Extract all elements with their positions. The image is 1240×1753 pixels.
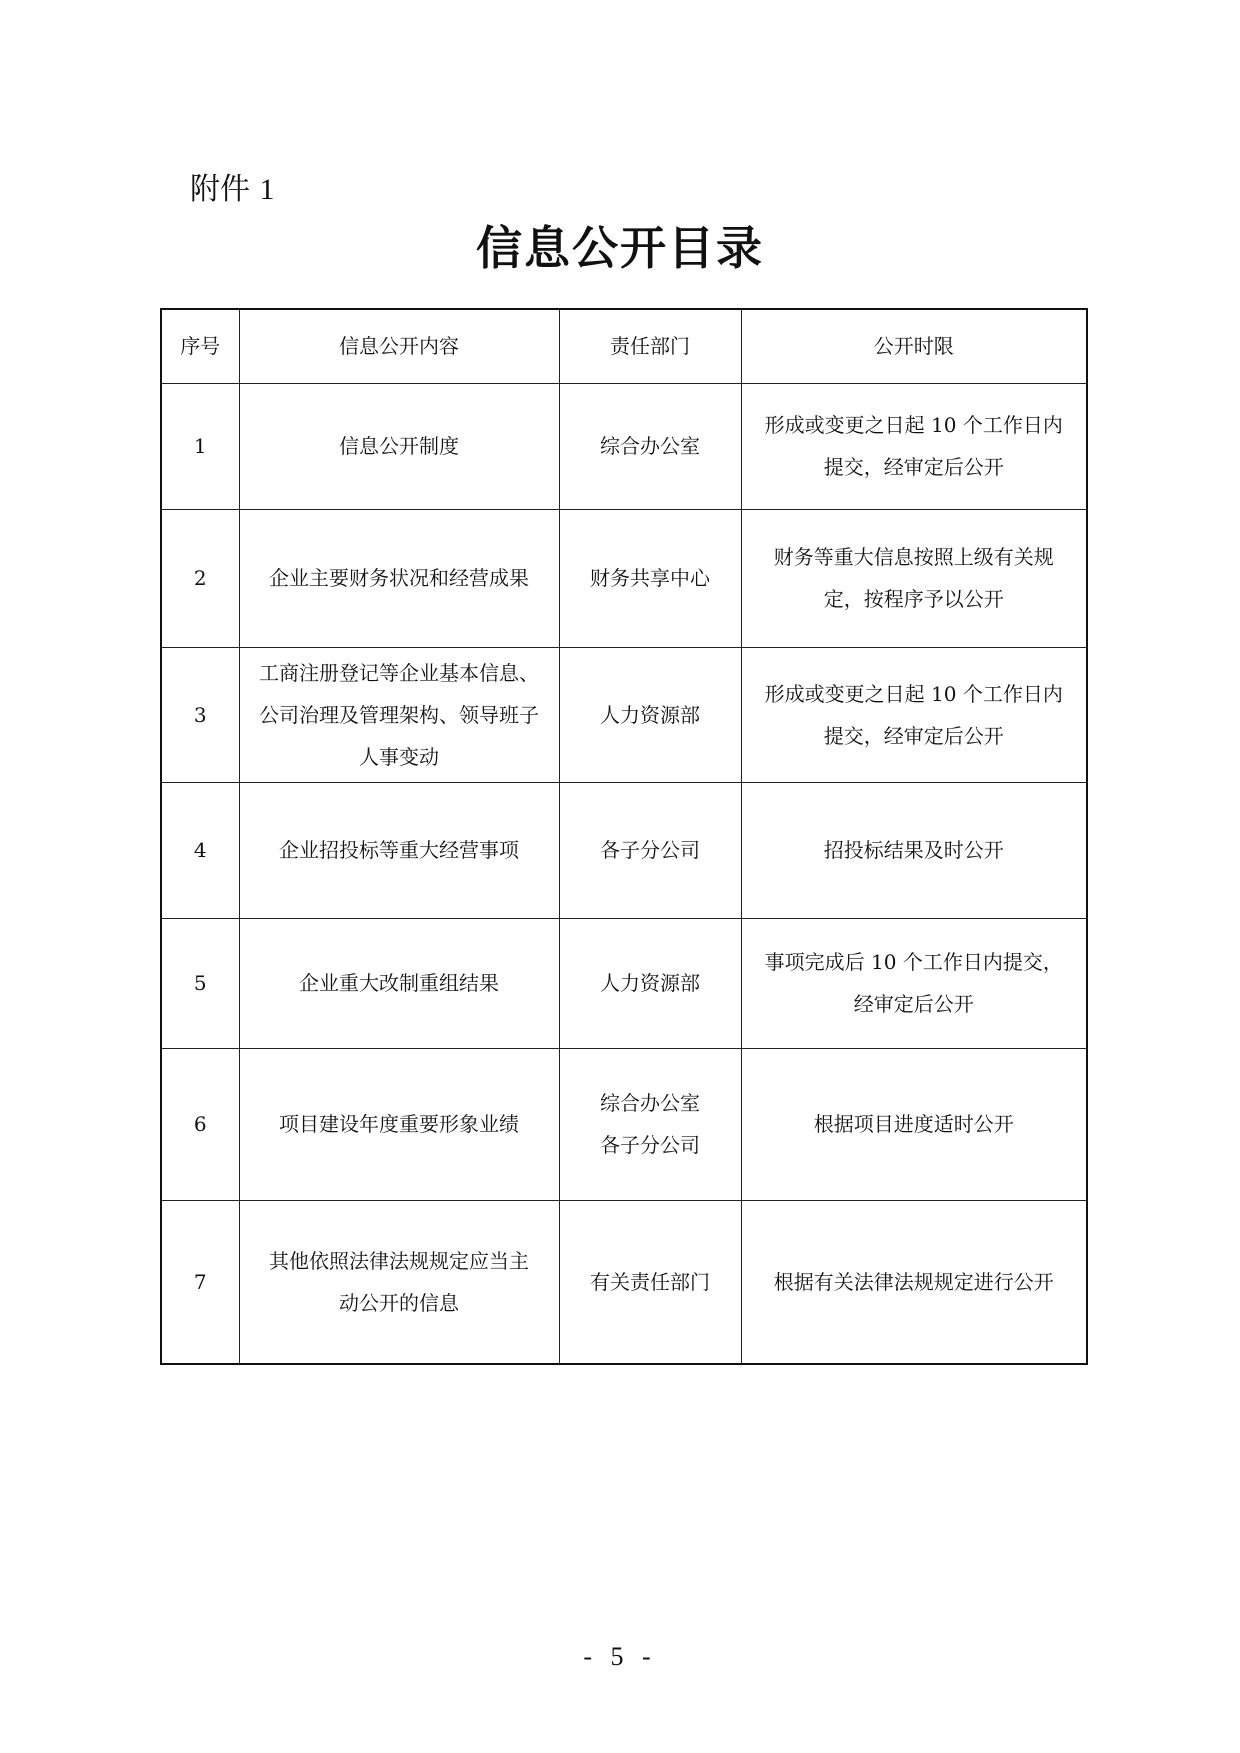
page-number: - 5 - <box>583 1642 657 1671</box>
cell-limit <box>741 509 1087 647</box>
cell-limit <box>741 647 1087 782</box>
cell-dept-line: 各子分公司 <box>600 838 700 862</box>
cell-no: 1 <box>161 383 239 509</box>
document-title: 信息公开目录 <box>476 221 764 275</box>
table-row <box>161 509 1087 647</box>
cell-no: 6 <box>161 1048 239 1200</box>
cell-content-line: 企业招投标等重大经营事项 <box>279 838 519 862</box>
cell-content <box>239 647 559 782</box>
cell-content-line: 公司治理及管理架构、领导班子 <box>259 702 539 727</box>
table-row <box>161 383 1087 509</box>
cell-dept <box>559 647 741 782</box>
cell-dept <box>559 1200 741 1364</box>
cell-dept-line: 综合办公室 <box>600 434 700 458</box>
attachment-label <box>190 170 275 210</box>
column-header-dept: 责任部门 <box>559 309 741 383</box>
cell-limit-line: 提交，经审定后公开 <box>823 723 1004 748</box>
cell-content-line: 其他依照法律法规规定应当主 <box>269 1248 529 1273</box>
cell-limit-line: 形成或变更之日起 10 个工作日内 <box>764 681 1063 706</box>
table-header-row <box>161 309 1087 383</box>
attachment-number: 1 <box>259 173 275 206</box>
table-row <box>161 647 1087 782</box>
cell-no: 4 <box>161 782 239 918</box>
table-row <box>161 1048 1087 1200</box>
column-header-no: 序号 <box>161 309 239 383</box>
column-header-limit: 公开时限 <box>741 309 1087 383</box>
cell-content-line: 信息公开制度 <box>339 434 459 458</box>
table-row <box>161 782 1087 918</box>
column-header-content: 信息公开内容 <box>239 309 559 383</box>
cell-limit <box>741 383 1087 509</box>
cell-limit <box>741 1200 1087 1364</box>
cell-dept-line: 财务共享中心 <box>590 566 710 590</box>
cell-content <box>239 383 559 509</box>
cell-limit <box>741 782 1087 918</box>
cell-content <box>239 1048 559 1200</box>
table-row <box>161 1200 1087 1364</box>
cell-content <box>239 1200 559 1364</box>
cell-content-line: 动公开的信息 <box>339 1290 459 1315</box>
cell-limit <box>741 918 1087 1048</box>
cell-no: 3 <box>161 647 239 782</box>
cell-no: 2 <box>161 509 239 647</box>
attachment-prefix: 附件 <box>190 172 250 207</box>
cell-limit-line: 定，按程序予以公开 <box>823 587 1004 611</box>
cell-limit-line: 经审定后公开 <box>853 992 974 1016</box>
cell-dept-line: 综合办公室 <box>600 1091 700 1115</box>
cell-dept-line: 人力资源部 <box>600 971 700 995</box>
cell-limit-line: 根据有关法律法规规定进行公开 <box>773 1269 1054 1294</box>
cell-dept <box>559 1048 741 1200</box>
cell-content-line: 工商注册登记等企业基本信息、 <box>259 660 539 685</box>
cell-content-line: 企业重大改制重组结果 <box>299 971 499 995</box>
cell-content <box>239 918 559 1048</box>
cell-limit <box>741 1048 1087 1200</box>
cell-dept-line: 各子分公司 <box>600 1133 700 1157</box>
cell-no: 7 <box>161 1200 239 1364</box>
cell-dept <box>559 383 741 509</box>
cell-limit-line: 根据项目进度适时公开 <box>813 1112 1014 1136</box>
cell-content <box>239 509 559 647</box>
cell-dept-line: 人力资源部 <box>600 702 700 727</box>
cell-content <box>239 782 559 918</box>
cell-dept-line: 有关责任部门 <box>590 1269 710 1294</box>
table-body <box>161 383 1087 1364</box>
cell-content-line: 企业主要财务状况和经营成果 <box>269 566 529 590</box>
table-row <box>161 918 1087 1048</box>
cell-limit-line: 财务等重大信息按照上级有关规 <box>773 545 1054 569</box>
cell-limit-line: 招投标结果及时公开 <box>823 838 1004 862</box>
cell-limit-line: 提交，经审定后公开 <box>823 455 1004 479</box>
cell-limit-line: 事项完成后 10 个工作日内提交， <box>764 950 1063 974</box>
cell-content-line: 项目建设年度重要形象业绩 <box>279 1112 519 1136</box>
cell-content-line: 人事变动 <box>359 744 439 769</box>
info-catalog-table <box>160 308 1088 1365</box>
cell-no: 5 <box>161 918 239 1048</box>
cell-dept <box>559 782 741 918</box>
cell-dept <box>559 509 741 647</box>
cell-dept <box>559 918 741 1048</box>
cell-limit-line: 形成或变更之日起 10 个工作日内 <box>764 413 1063 437</box>
